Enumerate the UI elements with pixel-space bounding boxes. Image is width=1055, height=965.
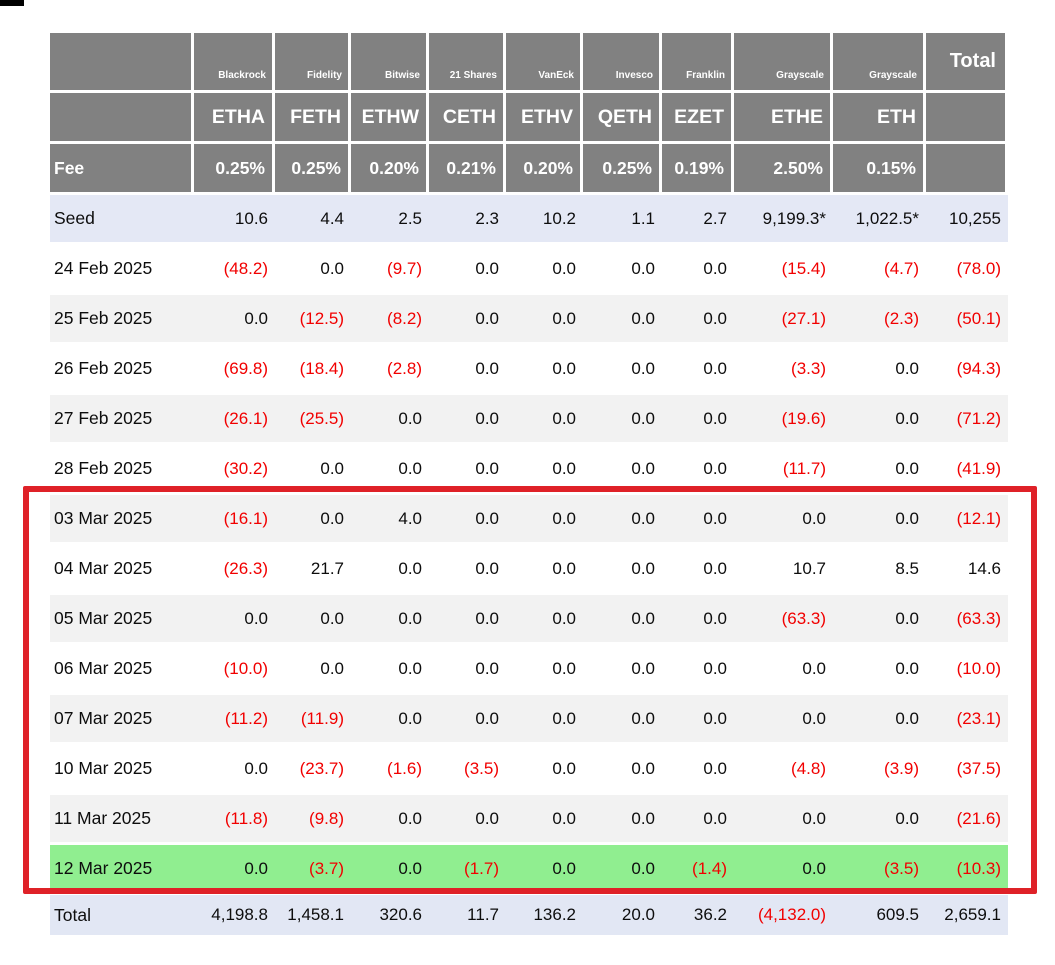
cell-value: (94.3)	[926, 345, 1008, 392]
cell-value: 0.0	[429, 295, 506, 342]
cell-value: (12.1)	[926, 495, 1008, 542]
cell-value: (23.1)	[926, 695, 1008, 742]
fee-value: 0.21%	[429, 144, 506, 192]
cell-value: 0.0	[351, 545, 429, 592]
cell-value: (4,132.0)	[734, 895, 833, 935]
cell-value: 0.0	[275, 445, 351, 492]
cell-value: 0.0	[583, 695, 662, 742]
cell-value: (3.9)	[833, 745, 926, 792]
cell-value: (23.7)	[275, 745, 351, 792]
cell-value: 0.0	[662, 795, 734, 842]
cell-value: 0.0	[506, 295, 583, 342]
table-row	[50, 845, 1008, 892]
fee-value: 0.25%	[275, 144, 351, 192]
cell-value: 0.0	[583, 545, 662, 592]
provider-label: 21 Shares	[429, 33, 506, 90]
cell-value: (30.2)	[194, 445, 275, 492]
cell-value: 0.0	[583, 245, 662, 292]
provider-label: Franklin	[662, 33, 734, 90]
cell-value: 0.0	[194, 295, 275, 342]
cell-value: 0.0	[662, 495, 734, 542]
cell-value: 0.0	[833, 695, 926, 742]
cell-value: 0.0	[662, 295, 734, 342]
cell-value: 0.0	[506, 745, 583, 792]
cell-value: (1.4)	[662, 845, 734, 892]
cell-value: (63.3)	[734, 595, 833, 642]
cell-value: 0.0	[506, 245, 583, 292]
cell-value: 0.0	[833, 595, 926, 642]
cell-value: 0.0	[583, 345, 662, 392]
cell-value: 0.0	[351, 595, 429, 642]
cell-value: (19.6)	[734, 395, 833, 442]
screen-corner-mark	[0, 0, 24, 6]
corner-cell	[50, 33, 194, 90]
cell-value: (3.3)	[734, 345, 833, 392]
cell-value: (10.0)	[194, 645, 275, 692]
cell-value: 0.0	[351, 845, 429, 892]
cell-value: 0.0	[429, 445, 506, 492]
total-ticker-blank	[926, 93, 1008, 141]
provider-label: Blackrock	[194, 33, 275, 90]
cell-value: 4.4	[275, 195, 351, 242]
cell-value: (1.7)	[429, 845, 506, 892]
cell-value: 2.5	[351, 195, 429, 242]
cell-value: 0.0	[583, 395, 662, 442]
cell-value: 0.0	[833, 445, 926, 492]
total-row	[50, 895, 1008, 935]
ticker-label: ETHA	[194, 93, 275, 141]
cell-value: 0.0	[506, 395, 583, 442]
cell-value: 2.3	[429, 195, 506, 242]
cell-value: (71.2)	[926, 395, 1008, 442]
cell-value: 0.0	[429, 395, 506, 442]
row-label: 25 Feb 2025	[50, 295, 194, 342]
cell-value: 10.6	[194, 195, 275, 242]
provider-label: Grayscale	[734, 33, 833, 90]
cell-value: (11.9)	[275, 695, 351, 742]
table-row	[50, 345, 1008, 392]
cell-value: 36.2	[662, 895, 734, 935]
cell-value: 0.0	[734, 495, 833, 542]
cell-value: 21.7	[275, 545, 351, 592]
cell-value: 0.0	[429, 545, 506, 592]
cell-value: 0.0	[351, 795, 429, 842]
cell-value: 0.0	[506, 845, 583, 892]
cell-value: 0.0	[833, 645, 926, 692]
cell-value: 0.0	[351, 695, 429, 742]
cell-value: 0.0	[194, 595, 275, 642]
cell-value: (41.9)	[926, 445, 1008, 492]
cell-value: (11.8)	[194, 795, 275, 842]
table-body	[50, 195, 1008, 935]
total-column-header: Total	[926, 33, 1008, 90]
fee-value: 0.25%	[583, 144, 662, 192]
row-label: 27 Feb 2025	[50, 395, 194, 442]
ticker-label: ETH	[833, 93, 926, 141]
cell-value: 0.0	[662, 345, 734, 392]
ticker-header-row	[50, 93, 1008, 141]
cell-value: 10.7	[734, 545, 833, 592]
cell-value: 0.0	[275, 645, 351, 692]
cell-value: 0.0	[583, 745, 662, 792]
cell-value: (25.5)	[275, 395, 351, 442]
cell-value: (9.7)	[351, 245, 429, 292]
cell-value: 4.0	[351, 495, 429, 542]
cell-value: (12.5)	[275, 295, 351, 342]
cell-value: 0.0	[506, 545, 583, 592]
cell-value: 0.0	[275, 595, 351, 642]
cell-value: 0.0	[429, 645, 506, 692]
cell-value: 0.0	[583, 845, 662, 892]
ticker-label: ETHE	[734, 93, 833, 141]
cell-value: 1,022.5*	[833, 195, 926, 242]
cell-value: 0.0	[429, 695, 506, 742]
cell-value: 0.0	[833, 395, 926, 442]
provider-label: Invesco	[583, 33, 662, 90]
cell-value: 10,255	[926, 195, 1008, 242]
cell-value: (26.3)	[194, 545, 275, 592]
cell-value: (18.4)	[275, 345, 351, 392]
cell-value: (69.8)	[194, 345, 275, 392]
cell-value: 0.0	[662, 445, 734, 492]
cell-value: 609.5	[833, 895, 926, 935]
cell-value: (37.5)	[926, 745, 1008, 792]
provider-label: VanEck	[506, 33, 583, 90]
row-label: 04 Mar 2025	[50, 545, 194, 592]
row-label: 28 Feb 2025	[50, 445, 194, 492]
ticker-label: CETH	[429, 93, 506, 141]
provider-label: Bitwise	[351, 33, 429, 90]
cell-value: 1.1	[583, 195, 662, 242]
cell-value: 0.0	[583, 645, 662, 692]
fee-value: 0.20%	[351, 144, 429, 192]
cell-value: 4,198.8	[194, 895, 275, 935]
cell-value: 0.0	[662, 245, 734, 292]
cell-value: 0.0	[506, 345, 583, 392]
cell-value: 0.0	[583, 795, 662, 842]
ticker-label: ETHW	[351, 93, 429, 141]
table-row	[50, 395, 1008, 442]
provider-label: Fidelity	[275, 33, 351, 90]
cell-value: 20.0	[583, 895, 662, 935]
cell-value: 0.0	[506, 795, 583, 842]
cell-value: 0.0	[506, 595, 583, 642]
fee-row-label: Fee	[50, 144, 194, 192]
cell-value: 0.0	[583, 595, 662, 642]
cell-value: 0.0	[429, 345, 506, 392]
cell-value: 0.0	[506, 445, 583, 492]
cell-value: 320.6	[351, 895, 429, 935]
cell-value: 0.0	[506, 695, 583, 742]
cell-value: 0.0	[506, 645, 583, 692]
row-label: 05 Mar 2025	[50, 595, 194, 642]
cell-value: 0.0	[429, 495, 506, 542]
provider-label: Grayscale	[833, 33, 926, 90]
cell-value: (3.7)	[275, 845, 351, 892]
row-label: 10 Mar 2025	[50, 745, 194, 792]
cell-value: 8.5	[833, 545, 926, 592]
row-label: Seed	[50, 195, 194, 242]
cell-value: 0.0	[351, 445, 429, 492]
cell-value: 14.6	[926, 545, 1008, 592]
cell-value: (4.8)	[734, 745, 833, 792]
table-row	[50, 495, 1008, 542]
cell-value: 0.0	[429, 595, 506, 642]
cell-value: 2.7	[662, 195, 734, 242]
cell-value: 10.2	[506, 195, 583, 242]
table-row	[50, 745, 1008, 792]
ticker-label: QETH	[583, 93, 662, 141]
ticker-label: FETH	[275, 93, 351, 141]
cell-value: 0.0	[351, 645, 429, 692]
row-label: 26 Feb 2025	[50, 345, 194, 392]
row-label: 07 Mar 2025	[50, 695, 194, 742]
etf-flow-table	[50, 30, 1008, 938]
cell-value: 0.0	[662, 595, 734, 642]
cell-value: 0.0	[734, 795, 833, 842]
cell-value: 0.0	[662, 745, 734, 792]
cell-value: 0.0	[583, 445, 662, 492]
cell-value: (15.4)	[734, 245, 833, 292]
cell-value: 0.0	[194, 745, 275, 792]
row-header-blank	[50, 93, 194, 141]
cell-value: 0.0	[275, 245, 351, 292]
cell-value: 11.7	[429, 895, 506, 935]
cell-value: 0.0	[833, 795, 926, 842]
fee-value: 0.19%	[662, 144, 734, 192]
cell-value: 9,199.3*	[734, 195, 833, 242]
cell-value: 0.0	[583, 495, 662, 542]
table-header	[50, 33, 1008, 192]
cell-value: 0.0	[833, 345, 926, 392]
cell-value: 0.0	[833, 495, 926, 542]
table-row	[50, 245, 1008, 292]
fee-value: 0.25%	[194, 144, 275, 192]
cell-value: 0.0	[662, 545, 734, 592]
cell-value: (27.1)	[734, 295, 833, 342]
cell-value: 0.0	[662, 695, 734, 742]
cell-value: (10.3)	[926, 845, 1008, 892]
cell-value: 0.0	[429, 795, 506, 842]
cell-value: 0.0	[194, 845, 275, 892]
table-row	[50, 195, 1008, 242]
cell-value: 136.2	[506, 895, 583, 935]
ticker-label: EZET	[662, 93, 734, 141]
cell-value: 0.0	[583, 295, 662, 342]
cell-value: 0.0	[351, 395, 429, 442]
fee-value: 2.50%	[734, 144, 833, 192]
cell-value: (11.7)	[734, 445, 833, 492]
cell-value: (21.6)	[926, 795, 1008, 842]
cell-value: 0.0	[506, 495, 583, 542]
etf-flow-table-container	[50, 30, 1008, 938]
fee-value: 0.20%	[506, 144, 583, 192]
row-label: 12 Mar 2025	[50, 845, 194, 892]
cell-value: (3.5)	[833, 845, 926, 892]
cell-value: 0.0	[429, 245, 506, 292]
ticker-label: ETHV	[506, 93, 583, 141]
cell-value: (4.7)	[833, 245, 926, 292]
cell-value: (50.1)	[926, 295, 1008, 342]
table-row	[50, 545, 1008, 592]
cell-value: 2,659.1	[926, 895, 1008, 935]
table-row	[50, 695, 1008, 742]
cell-value: (63.3)	[926, 595, 1008, 642]
table-row	[50, 295, 1008, 342]
cell-value: 0.0	[734, 845, 833, 892]
total-row-label: Total	[50, 895, 194, 935]
row-label: 11 Mar 2025	[50, 795, 194, 842]
provider-header-row	[50, 33, 1008, 90]
table-row	[50, 645, 1008, 692]
cell-value: 0.0	[662, 645, 734, 692]
cell-value: (11.2)	[194, 695, 275, 742]
cell-value: (78.0)	[926, 245, 1008, 292]
cell-value: 0.0	[275, 495, 351, 542]
cell-value: (2.8)	[351, 345, 429, 392]
cell-value: (26.1)	[194, 395, 275, 442]
row-label: 06 Mar 2025	[50, 645, 194, 692]
cell-value: 1,458.1	[275, 895, 351, 935]
cell-value: (16.1)	[194, 495, 275, 542]
cell-value: (8.2)	[351, 295, 429, 342]
cell-value: 0.0	[662, 395, 734, 442]
table-row	[50, 595, 1008, 642]
row-label: 24 Feb 2025	[50, 245, 194, 292]
cell-value: (1.6)	[351, 745, 429, 792]
row-label: 03 Mar 2025	[50, 495, 194, 542]
cell-value: (2.3)	[833, 295, 926, 342]
cell-value: (10.0)	[926, 645, 1008, 692]
table-row	[50, 445, 1008, 492]
total-fee-blank	[926, 144, 1008, 192]
cell-value: 0.0	[734, 645, 833, 692]
cell-value: (48.2)	[194, 245, 275, 292]
cell-value: (3.5)	[429, 745, 506, 792]
cell-value: 0.0	[734, 695, 833, 742]
fee-value: 0.15%	[833, 144, 926, 192]
table-row	[50, 795, 1008, 842]
fee-header-row	[50, 144, 1008, 192]
cell-value: (9.8)	[275, 795, 351, 842]
